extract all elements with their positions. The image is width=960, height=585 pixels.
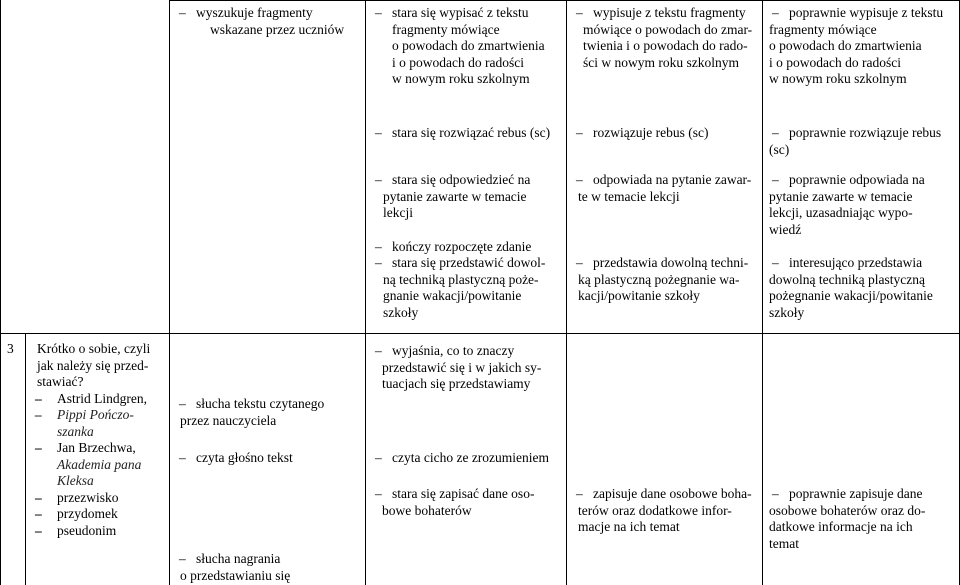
text-line: stara się zapisać dane oso- (392, 486, 535, 501)
cell-header-d (372, 5, 564, 88)
text-line: wiedź (769, 221, 802, 237)
text-line: kończy rozpoczęte zdanie (392, 238, 532, 254)
text-line: bowe bohaterów (382, 502, 472, 518)
text-line: słucha tekstu czytanego (196, 396, 325, 411)
text-line: pytanie zawarte w temacie (383, 188, 527, 204)
lesson-topic-cell (31, 341, 169, 539)
text-line: przez nauczyciela (180, 412, 277, 428)
text-line: fragmenty mówiące (769, 21, 877, 37)
lesson-topic: jak należy się przed- (37, 357, 149, 373)
cell-lesson3-d3 (372, 486, 564, 519)
cell-lesson3-f (769, 486, 957, 552)
text-line: gnanie wakacji/powitanie (383, 288, 522, 303)
text-line: pytanie zawarte w temacie (769, 188, 913, 204)
text-line: macje na ich temat (578, 519, 680, 534)
text-line: twienia i o powodach do rado- (583, 38, 748, 53)
text-line: przedstawić się i w jakich sy- (382, 359, 542, 375)
term: przezwisko (57, 489, 119, 505)
text-line: stara się rozwiązać rebus (sc) (392, 125, 551, 140)
text-line: mówiące o powodach do zmar- (583, 21, 753, 37)
text-line: poprawnie odpowiada na (789, 172, 925, 187)
text-line: poprawnie rozwiązuje rebus (789, 125, 942, 140)
text-line: osobowe bohaterów oraz do- (769, 502, 926, 518)
row-divider-top (169, 0, 960, 1)
text-line: stara się wypisać z tekstu (392, 5, 529, 20)
text-line: odpowiada na pytanie zawar- (593, 172, 752, 187)
text-line: szkoły (769, 304, 805, 320)
text-line: dowolną techniką plastyczną (769, 271, 925, 287)
border-left (0, 0, 1, 585)
cell-lesson3-c2 (176, 450, 362, 467)
text-line: o przedstawianiu się (180, 567, 291, 583)
text-line: czyta głośno tekst (196, 450, 293, 465)
text-line: stara się przedstawić dowol- (392, 255, 546, 270)
text-title: szanka (57, 423, 94, 439)
text-line: datkowe informacje na ich (769, 519, 913, 534)
text-line: pożegnanie wakacji/powitanie (769, 288, 933, 303)
cell-lesson3-c (176, 396, 362, 429)
column-divider-2 (169, 0, 170, 585)
text-line: o powodach do zmartwienia (769, 38, 922, 53)
text-line: szkoły (383, 304, 419, 320)
cell-rebus-e (573, 125, 761, 142)
text-line: 3 (7, 341, 14, 356)
lesson-topic: Krótko o sobie, czyli (37, 341, 151, 356)
cell-lesson3-e (573, 486, 761, 536)
text-author: Jan Brzechwa, (57, 440, 136, 455)
text-line: lekcji (383, 205, 413, 220)
text-line: lekcji, uzasadniając wypo- (769, 205, 913, 220)
column-divider-3 (365, 0, 366, 585)
column-divider-4 (566, 0, 567, 585)
text-line: (sc) (769, 141, 790, 157)
text-line: wyjaśnia, co to znaczy (392, 343, 515, 358)
cell-header-c (176, 5, 362, 38)
text-line: temat (769, 535, 799, 551)
text-line: poprawnie zapisuje dane (789, 486, 923, 501)
cell-rebus-f (769, 125, 957, 158)
text-line: ści w nowym roku szkolnym (583, 54, 739, 70)
cell-answer-e (573, 172, 761, 305)
text-line: przedstawia dowolną techni- (593, 255, 749, 270)
lesson-topic: stawiać? (37, 374, 84, 389)
cell-answer-d (372, 172, 564, 321)
text-title: Akademia pana (57, 456, 142, 472)
column-divider-1 (25, 333, 26, 585)
text-line: zapisuje dane osobowe boha- (593, 486, 752, 501)
text-line: i o powodach do radości (769, 54, 901, 70)
text-line: kacji/powitanie szkoły (578, 288, 700, 303)
term: pseudonim (57, 522, 117, 538)
text-line: poprawnie wypisuje z tekstu (789, 5, 944, 20)
cell-header-f (769, 5, 957, 88)
text-line: ką plastyczną pożegnanie wa- (578, 271, 740, 287)
term: przydomek (57, 506, 118, 521)
text-line: wyszukuje fragmenty (196, 5, 313, 20)
text-line: stara się odpowiedzieć na (392, 172, 531, 187)
cell-lesson3-d (372, 343, 564, 393)
column-divider-5 (762, 0, 763, 585)
text-line: czyta cicho ze zrozumieniem (392, 450, 550, 465)
text-line: słucha nagrania (196, 551, 281, 566)
text-line: wypisuje z tekstu fragmenty (593, 5, 746, 20)
row-divider-lesson (0, 333, 960, 334)
text-line: wskazane przez uczniów (210, 21, 345, 37)
text-author: Astrid Lindgren, (57, 390, 147, 406)
text-line: ną techniką plastyczną poże- (383, 271, 539, 287)
text-title: Kleksa (57, 473, 94, 488)
cell-header-e (573, 5, 761, 71)
text-line: te w temacie lekcji (578, 188, 680, 204)
text-line: interesująco przedstawia (789, 255, 923, 270)
text-line: i o powodach do radości (392, 54, 524, 70)
cell-answer-f (769, 172, 957, 321)
text-line: fragmenty mówiące (392, 21, 500, 37)
lesson-number (7, 341, 14, 358)
text-line: w nowym roku szkolnym (392, 71, 530, 86)
text-line: rozwiązuje rebus (sc) (593, 125, 709, 140)
cell-lesson3-d2 (372, 450, 564, 467)
cell-lesson3-c3 (176, 551, 362, 584)
cell-rebus-d (372, 125, 564, 142)
text-line: tuacjach się przedstawiamy (382, 376, 531, 391)
text-line: o powodach do zmartwienia (392, 38, 545, 53)
text-title: – Pippi Pończo- (57, 407, 134, 422)
text-line: w nowym roku szkolnym (769, 71, 907, 86)
text-line: terów oraz dodatkowe infor- (578, 502, 732, 518)
